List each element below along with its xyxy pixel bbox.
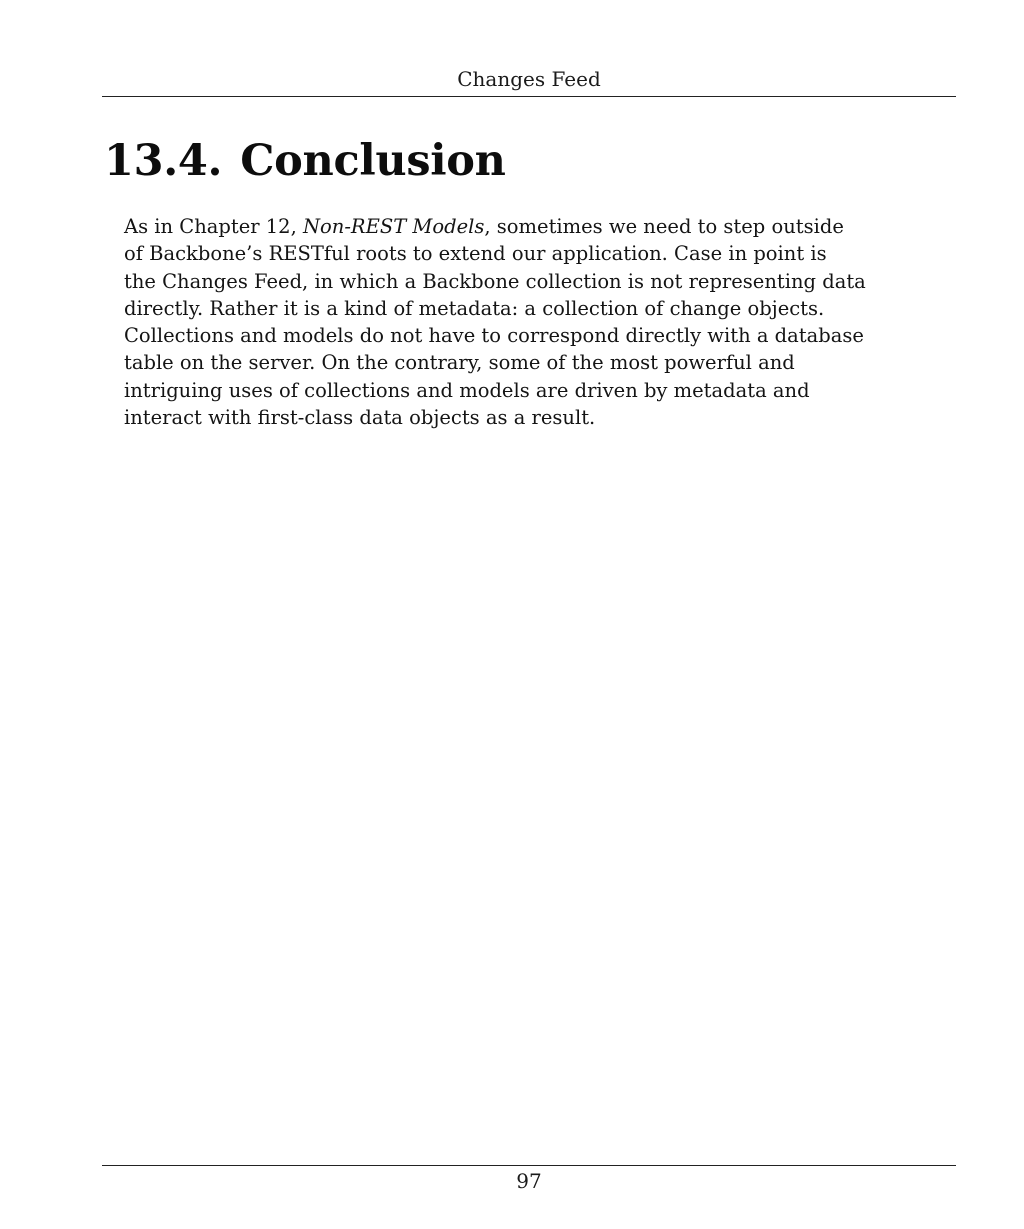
chapter-reference-link[interactable]: Non-REST Models xyxy=(302,215,485,238)
page-number: 97 xyxy=(516,1169,542,1193)
section-title: Conclusion xyxy=(240,136,506,186)
paragraph-line: Collections and models do not have to correspond directly with a database xyxy=(124,324,864,348)
paragraph-text: As in Chapter 12, xyxy=(124,215,303,238)
paragraph-line: directly. Rather it is a kind of metadata: a collection of change objects. xyxy=(124,296,825,320)
paragraph-line: of Backbone’s RESTful roots to extend our application. Case in point is xyxy=(124,242,827,266)
running-header-title: Changes Feed xyxy=(457,67,601,91)
running-footer xyxy=(102,1165,956,1195)
paragraph-line: intriguing uses of collections and models are driven by metadata and xyxy=(124,378,810,402)
paragraph-text: , sometimes we need to step outside xyxy=(484,215,844,238)
body-paragraph xyxy=(124,213,960,431)
running-header xyxy=(102,62,956,97)
paragraph-line xyxy=(124,213,960,240)
section-heading xyxy=(104,130,506,192)
paragraph-line: the Changes Feed, in which a Backbone collection is not representing data xyxy=(124,269,866,293)
paragraph-line: interact with first-class data objects as a result. xyxy=(124,406,596,430)
paragraph-line: table on the server. On the contrary, some of the most powerful and xyxy=(124,351,795,375)
section-number: 13.4. xyxy=(104,136,223,186)
